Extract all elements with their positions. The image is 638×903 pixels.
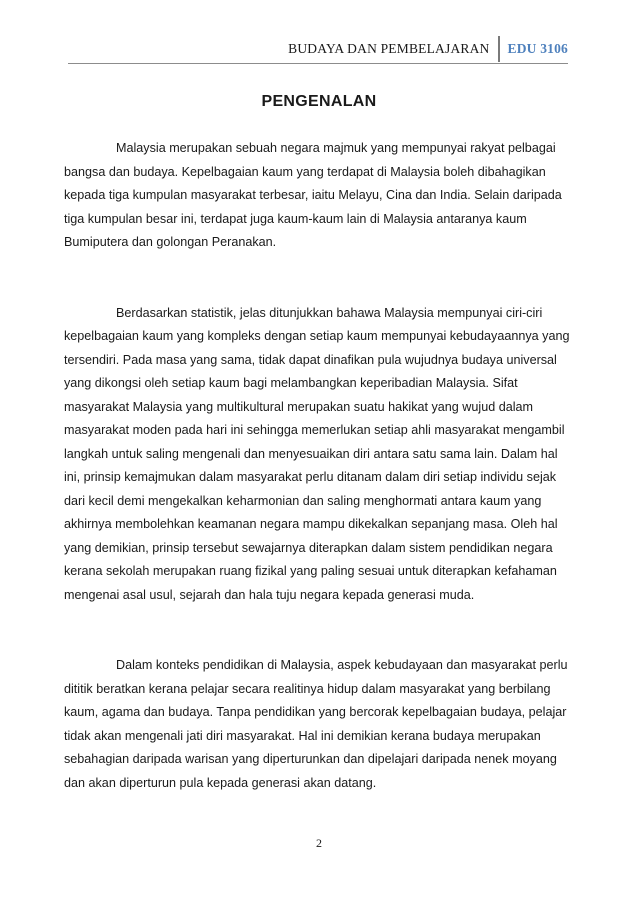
paragraph-2-text: Berdasarkan statistik, jelas ditunjukkan bahawa Malaysia mempunyai ciri-ciri kepelbagaian kaum yang kompleks dengan setiap kaum mempunyai kebudayaannya yang tersendiri. Pada masa yang sama, tidak dapat dinafikan pula wujudnya budaya universal yang dikongsi oleh setiap kaum bagi melambangkan keperibadian Malaysia. Sifat masyarakat Malaysia yang multikultural merupakan suatu hakikat yang wujud dalam masyarakat moden pada hari ini sehingga memerlukan setiap ahli masyarakat mengambil langkah untuk saling mengenali dan menyesuaikan diri antara satu sama lain. Dalam hal ini, prinsip kemajmukan dalam masyarakat perlu ditanam dalam diri setiap individu sejak dari kecil demi mengekalkan keharmonian dan saling menghormati antara kaum yang akhirnya membolehkan keamanan negara mampu dikekalkan sepanjang masa. Oleh hal yang demikian, prinsip tersebut sewajarnya diterapkan dalam sistem pendidikan negara kerana sekolah merupakan ruang fizikal yang paling sesuai untuk diterapkan kefahaman mengenai asal usul, sejarah dan hala tuju negara kepada generasi muda. [64,305,570,602]
paragraph-1-text: Malaysia merupakan sebuah negara majmuk yang mempunyai rakyat pelbagai bangsa dan budaya. Kepelbagaian kaum yang terdapat di Malaysia boleh dibahagikan kepada tiga kumpulan masyarakat terbesar, iaitu Melayu, Cina dan India. Selain daripada tiga kumpulan besar ini, terdapat juga kaum-kaum lain di Malaysia antaranya kaum Bumiputera dan golongan Peranakan. [64,141,562,249]
header-course-code: EDU 3106 [507,41,568,56]
page-header [288,37,568,61]
paragraph-2 [64,302,574,608]
document-title: PENGENALAN [261,93,377,110]
paragraph-3-text: Dalam konteks pendidikan di Malaysia, aspek kebudayaan dan masyarakat perlu dititik beratkan kerana pelajar secara realitinya hidup dalam masyarakat yang berbilang kaum, agama dan budaya. Tanpa pendidikan yang bercorak kepelbagaian budaya, pelajar tidak akan mengenali jati diri masyarakat. Hal ini demikian kerana budaya merupakan sebahagian daripada warisan yang diperturunkan dan dipelajari daripada nenek moyang dan akan diperturun pula kepada generasi akan datang. [64,658,568,790]
paragraph-3 [64,654,574,795]
header-title: BUDAYA DAN PEMBELAJARAN [288,41,490,56]
page-number: 2 [316,836,322,850]
header-rule [68,63,568,64]
paragraph-1 [64,137,574,255]
document-body [64,90,574,795]
header-separator [498,36,500,62]
